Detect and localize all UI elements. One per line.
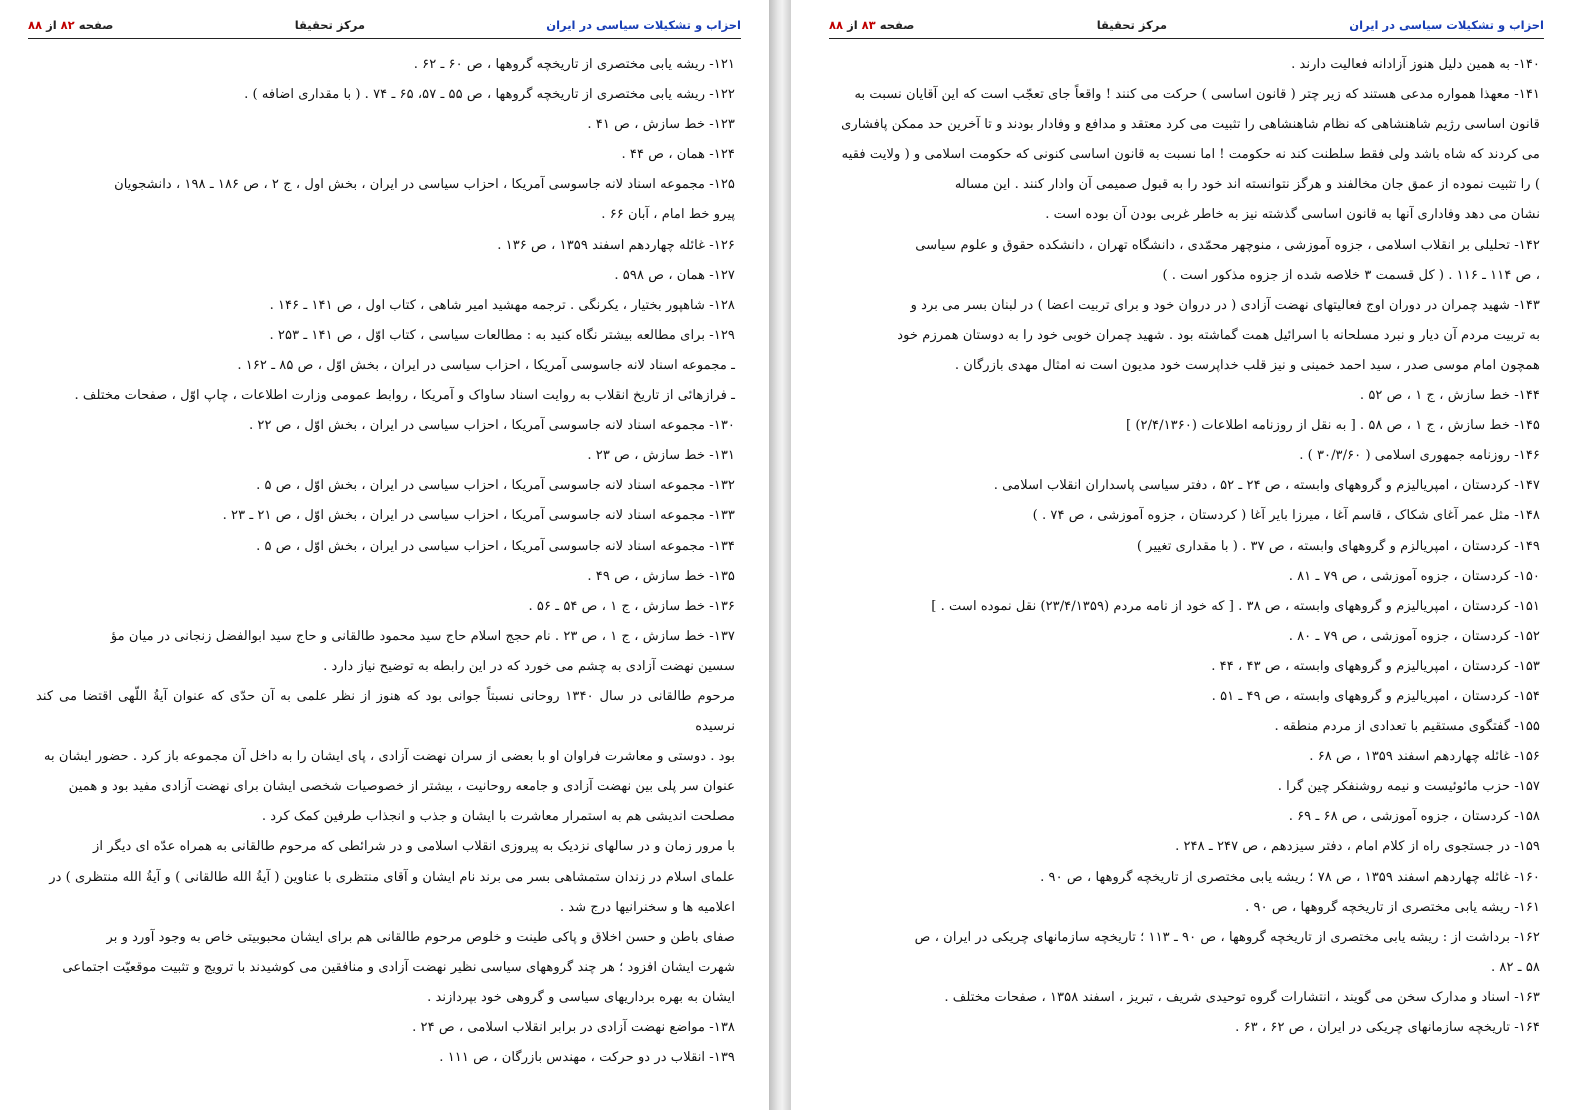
footnote-line: ۱۵۸- کردستان ، جزوه آموزشی ، ص ۶۸ ـ ۶۹ .: [1288, 809, 1540, 825]
footnote-line: ۱۳۰- مجموعه اسناد لانه جاسوسی آمریکا ، احزاب سیاسی در ایران ، بخش اوّل ، ص ۲۲ .: [249, 418, 735, 434]
footnote-line: پیرو خط امام ، آبان ۶۶ .: [601, 207, 735, 223]
paragraph-line: بود . دوستی و معاشرت فراوان او با بعضی از سران نهضت آزادی ، پای ایشان را به داخل آن مجموعه باز کرد . حضور ایشان به: [43, 749, 735, 765]
footnote-line: ۱۲۶- غائله چهاردهم اسفند ۱۳۵۹ ، ص ۱۳۶ .: [497, 237, 735, 253]
footnote-line: به تربیت مردم آن دیار و نبرد مسلحانه با اسرائیل همت گماشته بود . شهید چمران خوبی خود را به دوستان همرزم خود: [897, 327, 1540, 343]
footnote-line: سسین نهضت آزادی به چشم می خورد که در این رابطه به توضیح نیاز دارد .: [323, 658, 735, 674]
footnote-line: ۱۲۲- ریشه یابی مختصری از تاریخچه گروهها ، ص ۵۵ ـ ۵۷، ۶۵ ـ ۷۴ . ( با مقداری اضافه ) .: [244, 87, 735, 103]
page-total: ۸۸: [829, 18, 844, 32]
header-center-text: مرکز تحقیقا: [294, 18, 365, 32]
footnote-line: ۱۵۳- کردستان ، امپریالیزم و گروههای وابسته ، ص ۴۳ ، ۴۴ .: [1211, 658, 1540, 674]
paragraph-line: اعلامیه ها و سخنرانیها درج شد .: [559, 899, 735, 915]
footnote-line: ۱۴۹- کردستان ، امپریالزم و گروههای وابسته ، ص ۳۷ . ( با مقداری تغییر ): [1136, 538, 1540, 554]
page-label: صفحه: [879, 18, 915, 32]
footnote-line: ۱۵۹- در جستجوی راه از کلام امام ، دفتر سیزدهم ، ص ۲۴۷ ـ ۲۴۸ .: [1175, 839, 1540, 855]
footnote-line: ۱۴۲- تحلیلی بر انقلاب اسلامی ، جزوه آموزشی ، منوچهر محمّدی ، دانشگاه تهران ، دانشکده حقوق و علوم سیاسی: [915, 237, 1540, 253]
footnote-line: ۱۵۰- کردستان ، جزوه آموزشی ، ص ۷۹ ـ ۸۱ .: [1288, 568, 1540, 584]
footnote-line: ۱۲۸- شاهپور بختیار ، یکرنگی . ترجمه مهشید امیر شاهی ، کتاب اول ، ص ۱۴۱ ـ ۱۴۶ .: [269, 297, 735, 313]
page-total: ۸۸: [28, 18, 43, 32]
footnote-line: ۱۵۱- کردستان ، امپریالیزم و گروههای وابسته ، ص ۳۸ . [ که خود از نامه مردم (۲۳/۴/۱۳۵۹) نقل نموده است . ]: [931, 598, 1540, 614]
page-current: ۸۲: [60, 18, 75, 32]
footnote-line: ۱۴۳- شهید چمران در دوران اوج فعالیتهای نهضت آزادی ( در دروان خود و برای تربیت اعضا ) در لبنان بسر می برد و: [910, 297, 1540, 313]
paragraph-line: مصلحت اندیشی هم به استمرار معاشرت با ایشان و جذب و انجذاب طرفین کمک کرد .: [261, 809, 735, 825]
page-body: [831, 50, 1540, 1043]
paragraph-line: با مرور زمان و در سالهای نزدیک به پیروزی انقلاب اسلامی و در شرائطی که مرحوم طالقانی به همراه عدّه ای دیگر از: [93, 839, 735, 855]
header-center-text: مرکز تحقیقا: [1096, 18, 1167, 32]
paragraph-line: صفای باطن و حسن اخلاق و پاکی طینت و خلوص مرحوم طالقانی هم برای ایشان محبوبیتی خاص به وجود آورد و بر: [106, 929, 735, 945]
footnote-line: ۱۲۵- مجموعه اسناد لانه جاسوسی آمریکا ، احزاب سیاسی در ایران ، بخش اول ، ج ۲ ، ص ۱۸۶ ـ ۱۹۸ ، دانشجویان: [114, 177, 735, 193]
footnote-line: ۱۶۳- اسناد و مدارک سخن می گویند ، انتشارات گروه توحیدی شریف ، تبریز ، اسفند ۱۳۵۸ ، صفحات مختلف .: [944, 989, 1540, 1005]
footnote-line: ۱۳۹- انقلاب در دو حرکت ، مهندس بازرگان ، ص ۱۱۱ .: [439, 1050, 735, 1066]
paragraph-line: شهرت ایشان افزود ؛ هر چند گروههای سیاسی نظیر نهضت آزادی و منافقین می کوشیدند با ترویج و تثبیت موقعیّت اجتماعی: [62, 959, 735, 975]
header-title: احزاب و تشکیلات سیاسی در ایران: [546, 18, 741, 32]
page-separator: از: [847, 18, 858, 32]
footnote-line: ۱۳۷- خط سازش ، ج ۱ ، ص ۲۳ . نام حجج اسلام حاج سید محمود طالقانی و حاج سید ابوالفضل زنجانی در میان مؤ: [110, 628, 735, 644]
page-current: ۸۳: [861, 18, 876, 32]
footnote-line: ۱۶۱- ریشه یابی مختصری از تاریخچه گروهها ، ص ۹۰ .: [1245, 899, 1540, 915]
footnote-line: ۱۳۱- خط سازش ، ص ۲۳ .: [587, 448, 735, 464]
paragraph-line: مرحوم طالقانی در سال ۱۳۴۰ روحانی نسبتاً جوانی بود که هنوز از نظر علمی به آن حدّی که عنوان آیةُ اللّهی اقتضا می کند نرسیده: [36, 688, 736, 735]
footnote-line: ۱۴۸- مثل عمر آغای شکاک ، قاسم آغا ، میرزا بایر آغا ( کردستان ، جزوه آموزشی ، ص ۷۴ . ): [1032, 508, 1540, 524]
page-body: [36, 50, 735, 1073]
footnote-line: ۱۲۱- ریشه یابی مختصری از تاریخچه گروهها ، ص ۶۰ ـ ۶۲ .: [413, 57, 735, 72]
footnote-line: ۱۶۰- غائله چهاردهم اسفند ۱۳۵۹ ، ص ۷۸ ؛ ریشه یابی مختصری از تاریخچه گروهها ، ص ۹۰ .: [1040, 869, 1540, 885]
footnote-line: نشان می دهد وفاداری آنها به قانون اساسی گذشته نیز به خاطر غربی بودن آن بوده است .: [1045, 207, 1540, 223]
footnote-line: ۱۵۷- حزب مائوئیست و نیمه روشنفکر چین گرا .: [1277, 779, 1540, 795]
footnote-line: ۱۳۴- مجموعه اسناد لانه جاسوسی آمریکا ، احزاب سیاسی در ایران ، بخش اوّل ، ص ۵ .: [256, 538, 735, 554]
header-page-number: [28, 18, 113, 32]
footnote-line: ۱۶۴- تاریخچه سازمانهای چریکی در ایران ، ص ۶۲ ، ۶۳ .: [1235, 1020, 1540, 1035]
footnote-line: ـ مجموعه اسناد لانه جاسوسی آمریکا ، احزاب سیاسی در ایران ، بخش اوّل ، ص ۸۵ ـ ۱۶۲ .: [237, 357, 735, 373]
footnote-line: ۱۵۲- کردستان ، جزوه آموزشی ، ص ۷۹ ـ ۸۰ .: [1288, 628, 1540, 644]
footnote-line: ۱۲۴- همان ، ص ۴۴ .: [621, 147, 735, 163]
footnote-line: ۱۴۶- روزنامه جمهوری اسلامی ( ۳۰/۳/۶۰ ) .: [1299, 448, 1540, 464]
footnote-line: می کردند که شاه باشد ولی فقط سلطنت کند نه حکومت ! اما نسبت به قانون اساسی کنونی که حکومت اسلامی و ( ولایت فقیه: [841, 147, 1540, 163]
footnote-line: ۱۳۶- خط سازش ، ج ۱ ، ص ۵۴ ـ ۵۶ .: [528, 598, 735, 614]
footnote-line: ۱۳۲- مجموعه اسناد لانه جاسوسی آمریکا ، احزاب سیاسی در ایران ، بخش اوّل ، ص ۵ .: [256, 478, 735, 494]
paragraph-line: ایشان به بهره برداریهای سیاسی و گروهی خود بپردازند .: [427, 989, 735, 1005]
footnote-line: ۱۶۲- برداشت از : ریشه یابی مختصری از تاریخچه گروهها ، ص ۹۰ ـ ۱۱۳ ؛ تاریخچه سازمانهای چریکی در ایران ، ص: [914, 929, 1540, 945]
footnote-line: ۱۵۵- گفتگوی مستقیم با تعدادی از مردم منطقه .: [1274, 719, 1540, 735]
footnote-line: ۱۵۴- کردستان ، امپریالیزم و گروههای وابسته ، ص ۴۹ ـ ۵۱ .: [1211, 688, 1540, 704]
footnote-line: ـ فرازهائی از تاریخ انقلاب به روایت اسناد ساواک و آمریکا ، روابط عمومی وزارت اطلاعات ، چاپ اوّل ، صفحات مختلف .: [74, 388, 735, 404]
footnote-line: ۱۴۰- به همین دلیل هنوز آزادانه فعالیت دارند .: [1291, 57, 1540, 72]
paragraph-line: علمای اسلام در زندان ستمشاهی بسر می برند نام ایشان و آقای منتظری با عناوین ( آیةُ الله طالقانی ) و آیةُ الله منتظری ) در: [49, 869, 735, 885]
footnote-line: قانون اساسی رژیم شاهنشاهی که نظام شاهنشاهی را تثبیت می کرد معتقد و مدافع و وفادار بودند و تا آخرین حد ممکن پافشاری: [841, 117, 1540, 133]
page-separator: از: [46, 18, 57, 32]
footnote-line: ۱۴۵- خط سازش ، ج ۱ ، ص ۵۸ . [ به نقل از روزنامه اطلاعات (۲/۴/۱۳۶۰) ]: [1126, 418, 1540, 434]
document-page-83: [791, 0, 1584, 1110]
paragraph-line: عنوان سر پلی بین نهضت آزادی و جامعه روحانیت ، بیشتر از خصوصیات شخصی ایشان برای نهضت آزادی مفید بود و همین: [68, 779, 735, 795]
page-header: [28, 12, 741, 39]
footnote-line: ۱۳۸- مواضع نهضت آزادی در برابر انقلاب اسلامی ، ص ۲۴ .: [412, 1020, 735, 1035]
page-header: [829, 12, 1544, 39]
page-label: صفحه: [78, 18, 114, 32]
footnote-line: همچون امام موسی صدر ، سید احمد خمینی و نیز قلب خداپرست خود مدیون است نه امثال مهدی بازرگان .: [954, 357, 1540, 373]
document-page-82: [0, 0, 769, 1110]
footnote-line: ۵۸ ـ ۸۲ .: [1491, 959, 1540, 975]
footnote-line: ) را تثبیت نموده از عمق جان مخالفند و هرگز نتوانسته اند خود را به قبول صمیمی آن وادار کنند . این مساله: [954, 177, 1540, 193]
header-page-number: [829, 18, 914, 32]
footnote-line: ۱۴۴- خط سازش ، ج ۱ ، ص ۵۲ .: [1359, 388, 1540, 404]
page-gutter: [769, 0, 791, 1110]
footnote-line: ۱۴۱- معهذا همواره مدعی هستند که زیر چتر ( قانون اساسی ) حرکت می کنند ! واقعاً جای تعجّب است که این آقایان نسبت به: [854, 87, 1540, 103]
footnote-line: ۱۵۶- غائله چهاردهم اسفند ۱۳۵۹ ، ص ۶۸ .: [1309, 749, 1540, 765]
footnote-line: ۱۲۷- همان ، ص ۵۹۸ .: [614, 267, 735, 283]
header-title: احزاب و تشکیلات سیاسی در ایران: [1349, 18, 1544, 32]
footnote-line: ۱۳۵- خط سازش ، ص ۴۹ .: [587, 568, 735, 584]
footnote-line: ۱۳۳- مجموعه اسناد لانه جاسوسی آمریکا ، احزاب سیاسی در ایران ، بخش اوّل ، ص ۲۱ ـ ۲۳ .: [222, 508, 735, 524]
footnote-line: ، ص ۱۱۴ ـ ۱۱۶ . ( کل قسمت ۳ خلاصه شده از جزوه مذکور است . ): [1162, 267, 1540, 283]
footnote-line: ۱۲۹- برای مطالعه بیشتر نگاه کنید به : مطالعات سیاسی ، کتاب اوّل ، ص ۱۴۱ ـ ۲۵۳ .: [269, 327, 735, 343]
footnote-line: ۱۲۳- خط سازش ، ص ۴۱ .: [587, 117, 735, 133]
footnote-line: ۱۴۷- کردستان ، امپریالیزم و گروههای وابسته ، ص ۲۴ ـ ۵۲ ، دفتر سیاسی پاسداران انقلاب اسلامی .: [993, 478, 1540, 494]
